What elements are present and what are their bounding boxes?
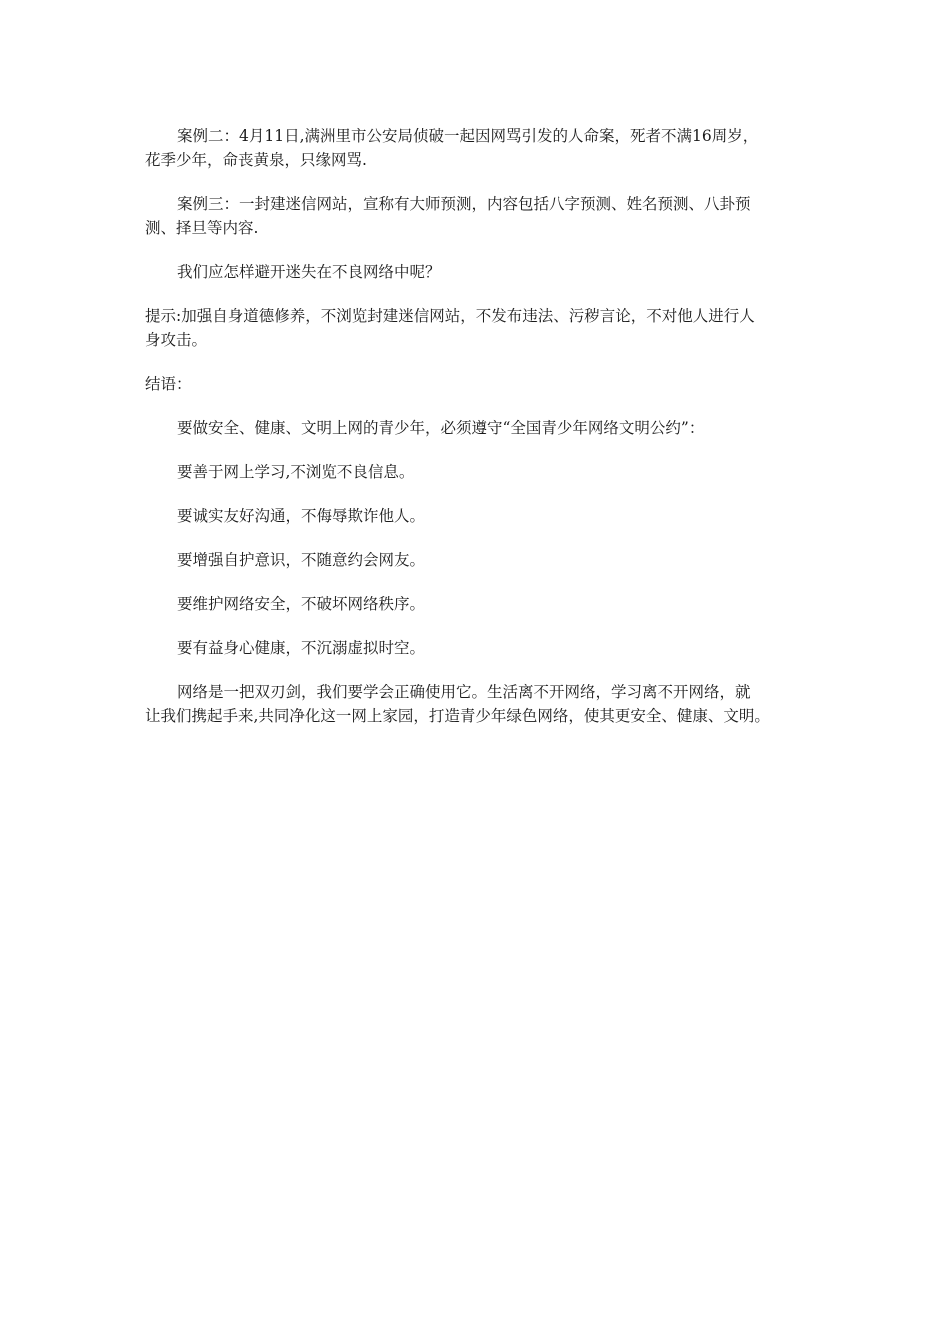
case-three-paragraph: [145, 192, 815, 240]
hint-paragraph: [145, 304, 815, 352]
case-three-line-2: 测、择旦等内容.: [145, 219, 259, 237]
case-two-line-1: 案例二：4月11日,满洲里市公安局侦破一起因网骂引发的人命案，死者不满16周岁，: [177, 127, 759, 145]
closing-line-2: 让我们携起手来,共同净化这一网上家园，打造青少年绿色网络，使其更安全、健康、文明。: [145, 707, 770, 725]
closing-paragraph: [145, 680, 815, 728]
pledge-item-2: 要诚实友好沟通，不侮辱欺诈他人。: [177, 507, 426, 525]
pledge-item-4: 要维护网络安全，不破坏网络秩序。: [177, 595, 426, 613]
case-two-line-2: 花季少年，命丧黄泉，只缘网骂.: [145, 151, 367, 169]
question-paragraph: 我们应怎样避开迷失在不良网络中呢？: [177, 263, 441, 281]
closing-line-1: 网络是一把双刃剑，我们要学会正确使用它。生活离不开网络，学习离不开网络，就: [177, 683, 751, 701]
pledge-item-5: 要有益身心健康，不沉溺虚拟时空。: [177, 639, 426, 657]
hint-line-2: 身攻击。: [145, 331, 208, 349]
case-two-paragraph: [145, 124, 815, 172]
document-body: [145, 124, 815, 748]
pledge-item-1: 要善于网上学习,不浏览不良信息。: [177, 463, 415, 481]
pledge-intro: 要做安全、健康、文明上网的青少年，必须遵守“全国青少年网络文明公约”：: [177, 419, 705, 437]
pledge-item-3: 要增强自护意识，不随意约会网友。: [177, 551, 426, 569]
hint-line-1: 提示:加强自身道德修养，不浏览封建迷信网站，不发布违法、污秽言论，不对他人进行人: [145, 307, 755, 325]
case-three-line-1: 案例三：一封建迷信网站，宣称有大师预测，内容包括八字预测、姓名预测、八卦预: [177, 195, 751, 213]
conclusion-label: 结语：: [145, 375, 192, 393]
